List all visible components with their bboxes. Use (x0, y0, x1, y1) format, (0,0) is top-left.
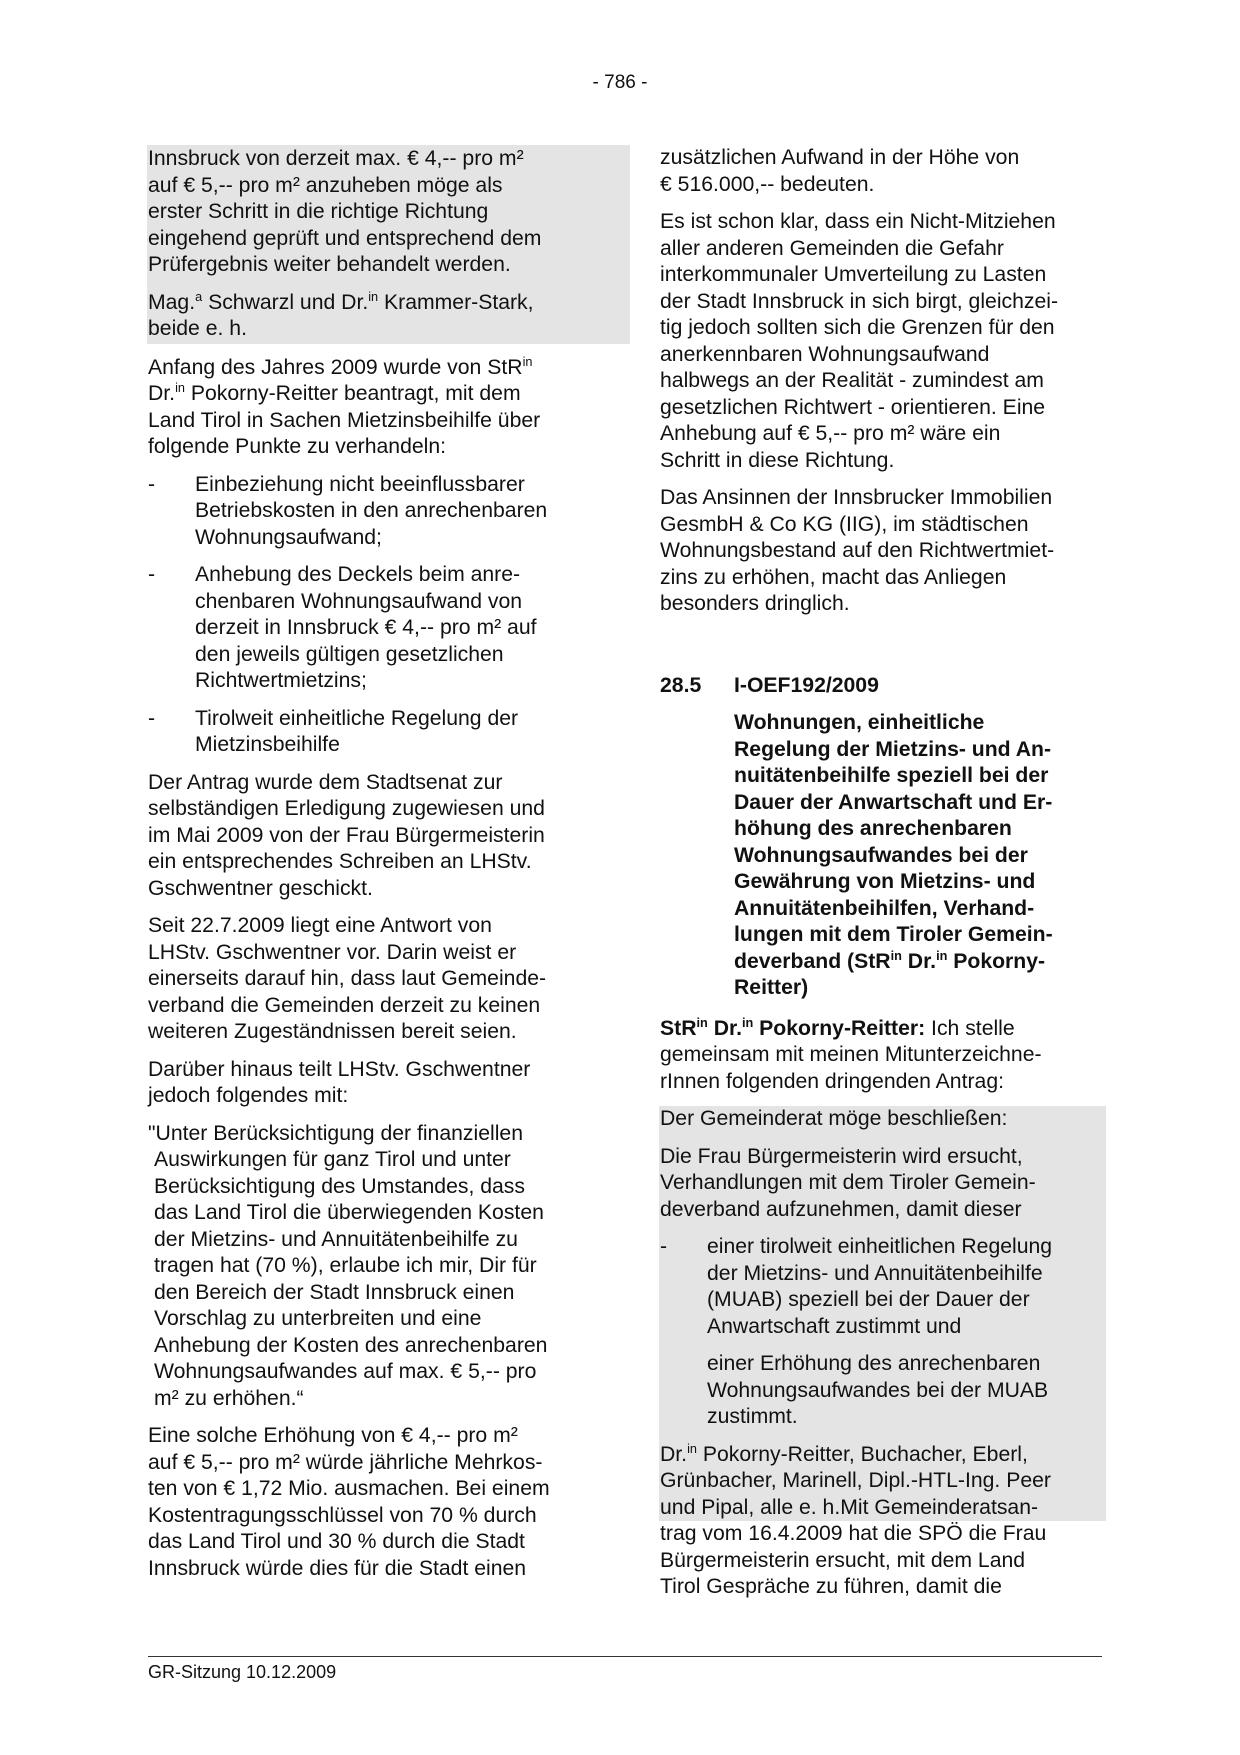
text-line: Einbeziehung nicht beeinflussbarer (195, 472, 525, 496)
superscript: in (890, 947, 902, 963)
text-line: Dauer der Anwartschaft und Er- (734, 790, 1053, 814)
superscript: in (368, 288, 379, 304)
text-line: tig jedoch sollten sich die Grenzen für den (660, 316, 1055, 339)
footer-text: GR-Sitzung 10.12.2009 (148, 1662, 337, 1682)
text-line: deverband aufzunehmen, damit dieser (660, 1197, 1022, 1221)
text-line: der Stadt Innsbruck in sich birgt, gleichzei- (660, 289, 1059, 313)
section-title (660, 710, 1100, 1002)
text-line: gemeinsam mit meinen Mitunterzeichne- (660, 1043, 1042, 1066)
text-line: Grünbacher, Marinell, Dipl.-HTL-Ing. Peer (660, 1469, 1051, 1492)
text-line: ein entsprechendes Schreiben an LHStv. (148, 850, 532, 873)
text-line: Innsbruck von derzeit max. € 4,-- pro m² (148, 147, 524, 170)
superscript: in (696, 1014, 708, 1030)
text-line: GesmbH & Co KG (IIG), im städtischen (660, 512, 1029, 536)
text-line: zustimmt. (707, 1405, 798, 1428)
superscript: in (741, 1014, 754, 1030)
text-segment: Ich stelle (925, 1016, 1015, 1040)
text-line: Regelung der Mietzins- und An- (734, 737, 1052, 761)
text-line: Wohnungsaufwandes bei der (734, 843, 1028, 867)
list-item-text (195, 706, 596, 759)
text-line: Darüber hinaus teilt LHStv. Gschwentner (148, 1057, 531, 1081)
text-line: Wohnungsaufwandes auf max. € 5,-- pro (154, 1360, 537, 1383)
text-line: Kostentragungsschlüssel von 70 % durch (148, 1503, 537, 1527)
text-line: folgende Punkte zu verhandeln: (148, 435, 447, 458)
text-line: Anhebung der Kosten des anrechenbaren (154, 1333, 548, 1357)
paragraph-erhoehung (148, 1423, 596, 1582)
text-line: trag vom 16.4.2009 hat die SPÖ die Frau (660, 1522, 1047, 1545)
quote-body (148, 1147, 596, 1412)
text-segment: Pokorny- (947, 949, 1046, 973)
text-line: (MUAB) speziell bei der Dauer der (707, 1288, 1030, 1311)
footer-divider (148, 1656, 1102, 1657)
text-line: Gschwentner geschickt. (148, 876, 373, 900)
text-line: Es ist schon klar, dass ein Nicht-Mitziehen (660, 210, 1056, 233)
motion-text (148, 146, 596, 279)
motion-intro: Der Gemeinderat möge beschließen: (660, 1107, 1008, 1130)
text-line: Berücksichtigung des Umstandes, dass (154, 1174, 525, 1198)
text-line: der Mietzins- und Annuitätenbeihilfe zu (154, 1227, 518, 1251)
right-column (660, 145, 1100, 1612)
text-line: den Bereich der Stadt Innsbruck einen (154, 1280, 515, 1304)
text-line: € 516.000,-- bedeuten. (660, 172, 875, 196)
text-line: eingehend geprüft und entsprechend dem (148, 226, 542, 250)
intro-paragraph (148, 355, 596, 461)
text-segment: Mag. (148, 290, 196, 314)
text-segment: Krammer-Stark, (378, 290, 534, 314)
text-line: ten von € 1,72 Mio. ausmachen. Bei einem (148, 1477, 550, 1500)
text-line: Wohnungsbestand auf den Richtwertmiet- (660, 539, 1055, 562)
text-line: zusätzlichen Aufwand in der Höhe von (660, 146, 1020, 169)
text-segment: Pokorny-Reitter beantragt, mit dem (184, 382, 521, 405)
text-line: halbwegs an der Realität - zumindest am (660, 369, 1044, 392)
text-segment: Pokorny-Reitter, Buchacher, Eberl, (696, 1442, 1028, 1466)
motion-paragraph (660, 1144, 1100, 1224)
text-line: Verhandlungen mit dem Tiroler Gemein- (660, 1171, 1036, 1194)
text-segment: Dr. (707, 1016, 742, 1040)
text-line: lungen mit dem Tiroler Gemein- (734, 923, 1053, 946)
dash-marker: - (148, 706, 156, 730)
text-line: jedoch folgendes mit: (148, 1084, 349, 1107)
paragraph-darueber (148, 1057, 596, 1110)
text-line: beide e. h. (148, 317, 247, 340)
motion-signatures (660, 1442, 1100, 1522)
text-line: Wohnungsaufwand; (195, 525, 382, 549)
text-line: Mietzinsbeihilfe (195, 733, 340, 756)
motion-signature (148, 290, 596, 343)
text-line: Eine solche Erhöhung von € 4,-- pro m² (148, 1424, 518, 1447)
text-line: Gewährung von Mietzins- und (734, 870, 1036, 893)
text-line: das Land Tirol die überwiegenden Kosten (154, 1201, 544, 1224)
text-line: Annuitätenbeihilfen, Verhand- (734, 896, 1035, 920)
text-line: Tirolweit einheitliche Regelung der (195, 706, 519, 730)
page-number: - 786 - (592, 72, 648, 93)
text-line: m² zu erhöhen.“ (154, 1386, 304, 1410)
list-item (660, 1234, 1100, 1340)
text-line: auf € 5,-- pro m² würde jährliche Mehrkos- (148, 1450, 543, 1474)
text-line: Die Frau Bürgermeisterin wird ersucht, (660, 1144, 1023, 1168)
paragraph-seit (148, 913, 596, 1046)
left-column (148, 145, 596, 1593)
text-line: Anhebung des Deckels beim anre- (195, 563, 521, 586)
text-line: Wohnungsaufwandes bei der MUAB (707, 1378, 1049, 1402)
text-line: rInnen folgenden dringenden Antrag: (660, 1069, 1004, 1093)
paragraph-ansinnen (660, 485, 1100, 618)
text-line: Richtwertmietzins; (195, 669, 367, 692)
section-code: I-OEF192/2009 (734, 673, 879, 697)
superscript: in (175, 379, 185, 395)
text-line: Reitter) (734, 976, 809, 999)
text-line: Anwartschaft zustimmt und (707, 1314, 962, 1338)
text-segment: Pokorny-Reitter: (753, 1016, 926, 1040)
text-line: im Mai 2009 von der Frau Bürgermeisterin (148, 823, 545, 847)
indented-item (660, 1351, 1100, 1431)
text-line: Land Tirol in Sachen Mietzinsbeihilfe über (148, 408, 541, 432)
text-line: das Land Tirol und 30 % durch die Stadt (148, 1530, 525, 1553)
text-segment: Anfang des Jahres 2009 wurde von StR (148, 355, 523, 379)
paragraph-antrag (148, 770, 596, 903)
text-line: interkommunaler Umverteilung zu Lasten (660, 263, 1047, 286)
paragraph-klar (660, 209, 1100, 474)
text-line: zins zu erhöhen, macht das Anliegen (660, 565, 1007, 589)
list-item (148, 706, 596, 759)
dash-marker: - (148, 563, 156, 586)
text-line: verband die Gemeinden derzeit zu keinen (148, 993, 541, 1017)
section-number: 28.5 (660, 673, 702, 697)
text-line: Wohnungen, einheitliche (734, 711, 985, 734)
dash-marker: - (148, 472, 156, 496)
text-line: tragen hat (70 %), erlaube ich mir, Dir für (154, 1254, 537, 1277)
shaded-motion (659, 1106, 1106, 1521)
text-line: aller anderen Gemeinden die Gefahr (660, 236, 1004, 260)
text-line: Anhebung auf € 5,-- pro m² wäre ein (660, 422, 1001, 445)
text-line: Prüfergebnis weiter behandelt werden. (148, 253, 511, 276)
text-line: den jeweils gültigen gesetzlichen (195, 642, 504, 666)
paragraph-zusaetzlich (660, 145, 1100, 198)
superscript: a (195, 288, 203, 304)
text-line: Vorschlag zu unterbreiten und eine (154, 1307, 482, 1330)
text-line: Schritt in diese Richtung. (660, 448, 895, 472)
text-line: Seit 22.7.2009 liegt eine Antwort von (148, 914, 492, 937)
superscript: in (936, 947, 948, 963)
text-line: Auswirkungen für ganz Tirol und unter (154, 1148, 511, 1171)
text-line: chenbaren Wohnungsaufwand von (195, 589, 523, 613)
text-segment: deverband (StR (734, 949, 891, 973)
text-line: gesetzlichen Richtwert - orientieren. Eine (660, 395, 1046, 419)
text-line: weiteren Zugeständnissen bereit seien. (148, 1020, 517, 1043)
text-line: Der Antrag wurde dem Stadtsenat zur (148, 770, 503, 794)
section-heading (660, 673, 1100, 700)
speaker-name (660, 1014, 926, 1040)
text-line: nuitätenbeihilfe speziell bei der (734, 764, 1049, 787)
list-item-text (195, 562, 596, 695)
list-item (148, 472, 596, 552)
text-line: der Mietzins- und Annuitätenbeihilfe (707, 1261, 1043, 1285)
text-line: derzeit in Innsbruck € 4,-- pro m² auf (195, 616, 537, 639)
text-line: und Pipal, alle e. h.Mit Gemeinderatsan- (660, 1495, 1039, 1519)
text-line: einer Erhöhung des anrechenbaren (707, 1352, 1041, 1375)
text-line: einerseits darauf hin, dass laut Gemeinde- (148, 967, 547, 990)
text-line: selbständigen Erledigung zugewiesen und (148, 797, 545, 820)
dash-marker: - (660, 1235, 668, 1258)
text-line: höhung des anrechenbaren (734, 817, 1012, 840)
superscript: in (522, 353, 533, 369)
text-line: erster Schritt in die richtige Richtung (148, 200, 489, 223)
text-line: auf € 5,-- pro m² anzuheben möge als (148, 173, 503, 197)
text-line: einer tirolweit einheitlichen Regelung (707, 1235, 1053, 1258)
text-segment: StR (660, 1016, 697, 1040)
list-item-text (707, 1234, 1100, 1340)
text-segment: Dr. (148, 382, 176, 405)
text-line: Innsbruck würde dies für die Stadt einen (148, 1556, 527, 1580)
quote-first-line: "Unter Berücksichtigung der finanziellen (148, 1121, 523, 1145)
list-item-text (195, 472, 596, 552)
superscript: in (687, 1440, 697, 1456)
paragraph-tail (660, 1521, 1100, 1601)
text-line: Das Ansinnen der Innsbrucker Immobilien (660, 486, 1053, 509)
text-line: LHStv. Gschwentner vor. Darin weist er (148, 940, 517, 964)
list-item (148, 562, 596, 695)
text-line: Tirol Gespräche zu führen, damit die (660, 1575, 1002, 1598)
text-segment: Schwarzl und Dr. (202, 290, 369, 314)
speaker-paragraph (660, 1016, 1100, 1096)
text-line: Betriebskosten in den anrechenbaren (195, 499, 548, 522)
text-segment: Dr. (901, 949, 937, 973)
shaded-motion-end (147, 145, 630, 344)
text-segment: Dr. (660, 1442, 688, 1466)
text-line: besonders dringlich. (660, 592, 850, 615)
text-line: Bürgermeisterin ersucht, mit dem Land (660, 1548, 1026, 1572)
text-line: anerkennbaren Wohnungsaufwand (660, 342, 990, 366)
